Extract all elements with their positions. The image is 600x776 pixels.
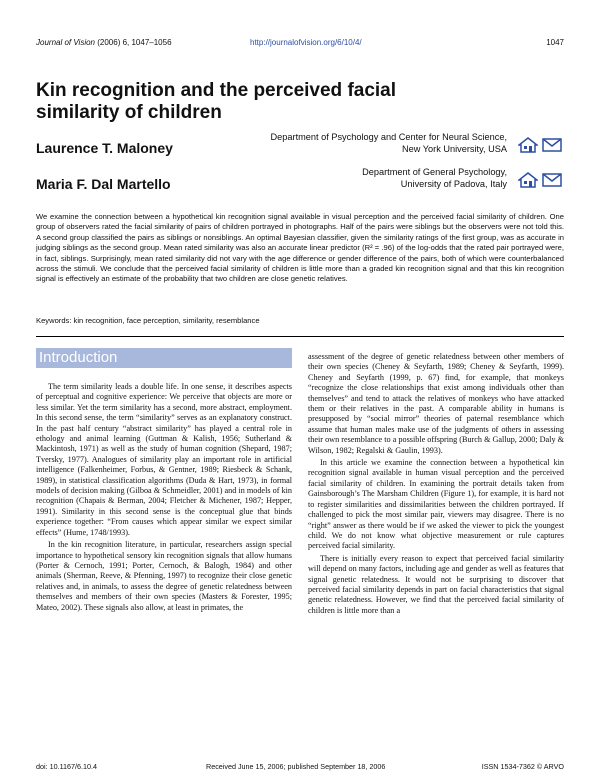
page-number: 1047 xyxy=(546,38,564,47)
body-paragraph: The term similarity leads a double life. In one sense, it describes aspects of perceptual and cognitive experience: We perceive that objects are more or less similar. Yet the term similarity has a second, more abstract, employment. In this second sense, the term “similarity” serves as an explanatory construct. In the past half century “abstract similarity” has played a central role in ethology and animal learning (Guttman & Kalish, 1956; Sutherland & Mackintosh, 1971) as well as the study of human cognition (Shepard, 1987; Tversky, 1977). Analogues of similarity play an important role in artificial intelligence (Falkenheimer, Forbus, & Gentner, 1989; Riesbeck & Schank, 1989), in statistical classification algorithms (Duda & Hart, 1973), in formal models of decision making (Gilboa & Schmeidler, 2001) and in models of kin recognition (Chapais & Berman, 2004; Fletcher & Michener, 1987; Hepper, 1991). Similarity in this second sense is the conceptual glue that binds experience together: “From causes which appear similar we expect similar effects” (Hume, 1748/1993). xyxy=(36,382,292,537)
body-paragraph: In this article we examine the connection between a hypothetical kin recognition signal available in human visual perception and the perceived facial similarity of children. In examining the portrait details taken from Gainsborough’s The Marsham Children (Figure 1), for example, it is hard not to register similarities and dissimilarities between the children portrayed. If challenged to pick the most similar pair, viewers may disagree. There is no “right” answer as there would be if we asked the viewer to pick the youngest child. We do not know what objective measurement or rule captures perceived facial similarity. xyxy=(308,458,564,551)
article-title: Kin recognition and the perceived facial similarity of children xyxy=(36,80,397,123)
affiliation-line: Department of Psychology and Center for Neural Science, xyxy=(270,132,507,142)
author-name-1: Laurence T. Maloney xyxy=(36,140,173,156)
author-affiliation-1 xyxy=(271,131,507,155)
body-column-right xyxy=(308,352,564,616)
author-affiliation-2 xyxy=(362,166,507,190)
journal-name: Journal of Vision xyxy=(36,38,95,47)
abstract-divider xyxy=(36,336,564,337)
body-paragraph: In the kin recognition literature, in particular, researchers assign special importance to hypothetical sensory kin recognition signals that allow humans (Porter & Cernoch, 1991; Porter, Cernoch, & Balogh, 1984) and other animals (Sherman, Reeve, & Pfenning, 1997) to recognize their close genetic relatives and, in animals, to assess the degree of genetic relatedness between themselves and members of their own species (Masters & Forester, 1995; Mateo, 2002). These signals also allow, at least in primates, the xyxy=(36,540,292,612)
affiliation-line: University of Padova, Italy xyxy=(400,179,507,189)
author-2-links xyxy=(518,172,562,188)
issn: ISSN 1534-7362 © ARVO xyxy=(481,762,564,771)
affiliation-line: New York University, USA xyxy=(401,144,507,154)
body-column-left xyxy=(36,382,292,613)
article-doi: doi: 10.1167/6.10.4 xyxy=(36,762,98,771)
journal-citation xyxy=(36,38,172,47)
body-paragraph: There is initially every reason to expect that perceived facial similarity will depend on many factors, including age and gender as well as features that signal genetic relatedness. It would not be surprising to discover that perceived facial similarity depends in part on facial characteristics that signal genetic relatedness. However, we find that the perceived facial similarity of children is little more than a xyxy=(308,553,564,615)
affiliation-line: Department of General Psychology, xyxy=(362,167,507,177)
email-icon[interactable] xyxy=(542,137,562,153)
home-icon[interactable] xyxy=(518,172,538,188)
body-paragraph: assessment of the degree of genetic relatedness between other members of their own species (Cheney & Seyfarth, 1989; Cheney & Seyfarth, 1999). Cheney and Seyfarth (1999, p. 67) find, for example, that monkeys “recognize the close relationships that exist among individuals other than themselves” and tend to attack the relatives of monkeys who have attacked them or their relatives in the past. A comparable ability in humans is presupposed by “social mirror” theories of paternal resemblance which assume that human males make use of the judgments of others in assessing their own resemblance to a possible offspring (Burch & Gallup, 2000; Daly & Wilson, 1982; Regalski & Gaulin, 1993). xyxy=(308,352,564,455)
section-heading-introduction: Introduction xyxy=(36,348,292,368)
email-icon[interactable] xyxy=(542,172,562,188)
journal-volume: (2006) 6, 1047–1056 xyxy=(97,38,172,47)
keywords: Keywords: kin recognition, face perception, similarity, resemblance xyxy=(36,316,260,325)
home-icon[interactable] xyxy=(518,137,538,153)
article-url[interactable]: http://journalofvision.org/6/10/4/ xyxy=(250,38,362,47)
author-1-links xyxy=(518,137,562,153)
author-name-2: Maria F. Dal Martello xyxy=(36,176,171,192)
abstract: We examine the connection between a hypothetical kin recognition signal available in visual perception and the perceived facial similarity of children. One group of observers rated the facial similarity of pairs of children portrayed in photographs. Half of the pairs were siblings but the observers were not told this. A second group classified the pairs as siblings or nonsiblings. An optimal Bayesian classifier, given the similarity ratings of the first group, was as accurate in judging siblings as the second group. Mean rated similarity was also an accurate linear predictor (R² = .96) of the log-odds that the rated pair portrayed were, in fact, siblings. Surprisingly, mean rated similarity did not vary with the age difference or gender difference of the pairs, both of which were counterbalanced across the stimuli. We conclude that the perceived facial similarity of children is little more than a graded kin recognition signal and that this kin recognition signal is effectively an estimate of the probability that two children are close genetic relatives. xyxy=(36,212,564,284)
publication-dates: Received June 15, 2006; published September 18, 2006 xyxy=(206,762,386,771)
